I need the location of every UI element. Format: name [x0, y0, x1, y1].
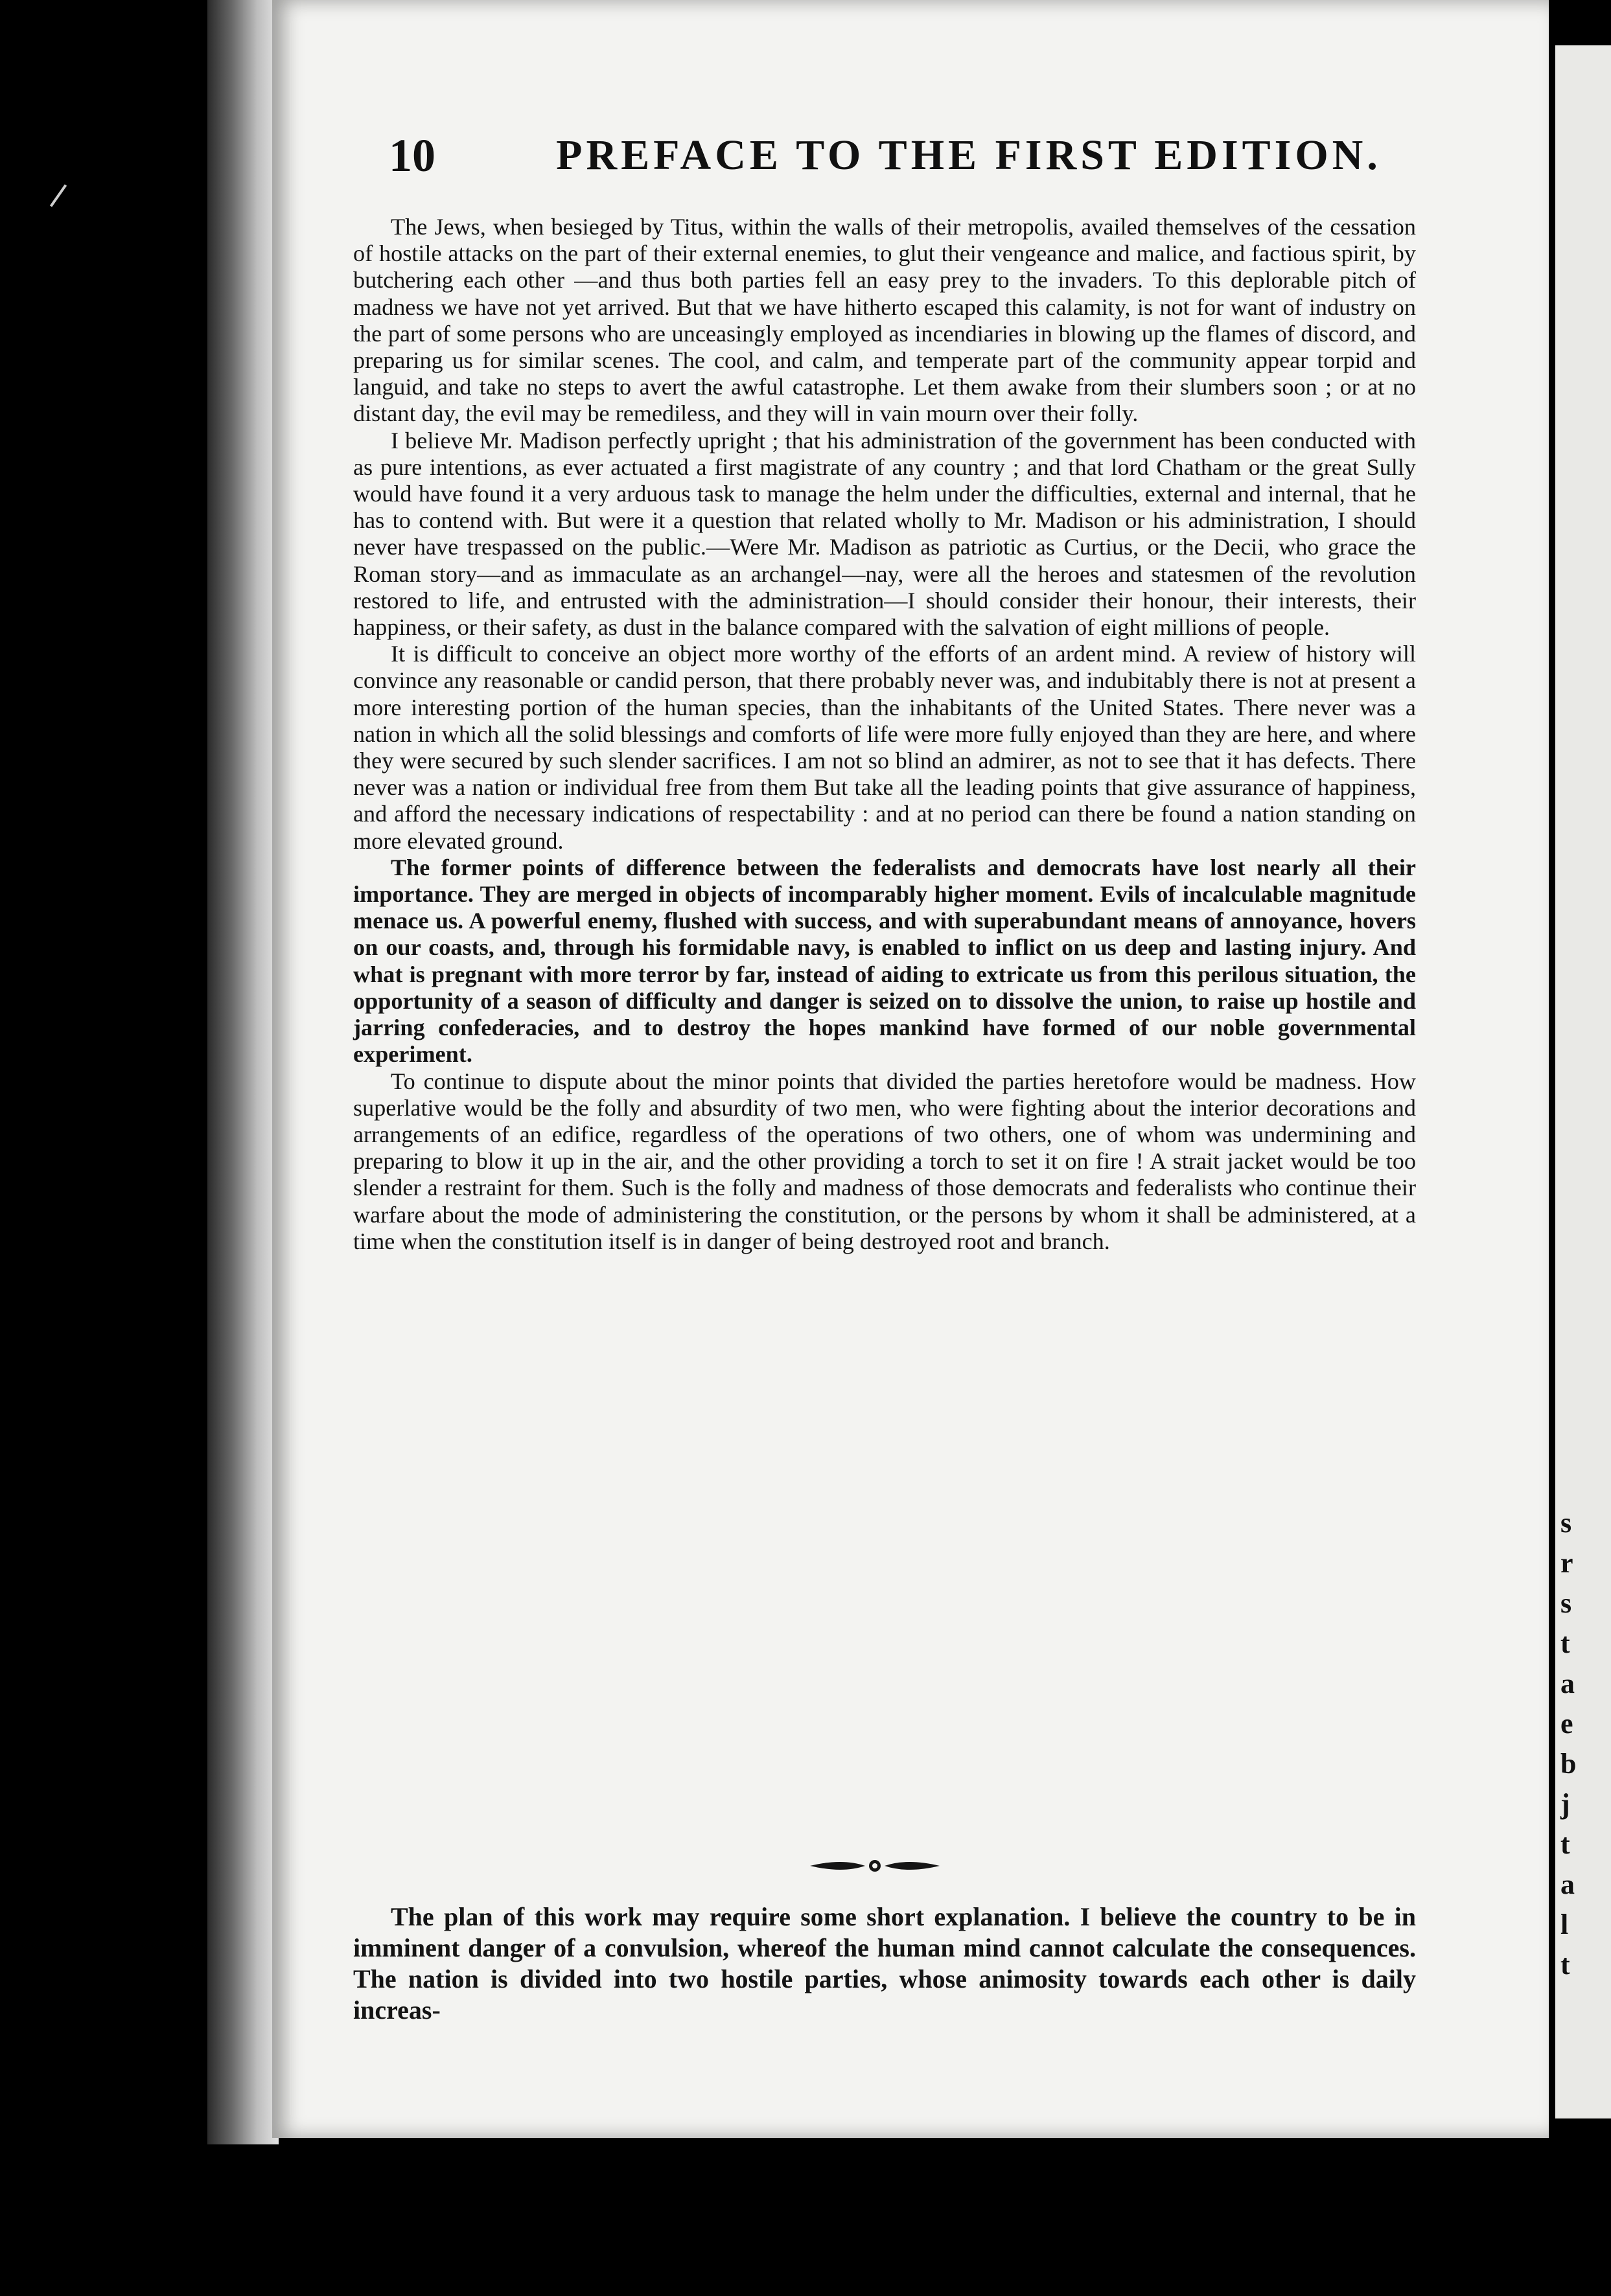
facing-fragment: r — [1560, 1547, 1573, 1579]
facing-fragment: t — [1560, 1828, 1570, 1860]
facing-fragment: b — [1560, 1748, 1577, 1780]
facing-fragment: a — [1560, 1868, 1575, 1900]
facing-fragment: s — [1560, 1507, 1572, 1539]
ornament-divider-icon — [804, 1853, 946, 1879]
facing-fragment: t — [1560, 1627, 1570, 1659]
page-number: 10 — [389, 130, 435, 181]
paragraph-madison: I believe Mr. Madison perfectly upright ; that his administration of the government has been conducted with as pure intentions, as ever actuated a first magistrate of any country ; and that lord Chatham or the great Sully would have found it a very arduous task to manage the helm under the difficulties, external and internal, that he has to contend with. But were it a question that related wholly to Mr. Madison or his administration, I should never have trespassed on the public.—Were Mr. Madison as patriotic as Curtius, or the Decii, who grace the Roman story—and as immaculate as an archangel—nay, were all the heroes and statesmen of the revolution restored to life, and entrusted with the administration—I should consider their honour, their interests, their happiness, or their safety, as dust in the balance compared with the salvation of eight millions of people. — [353, 427, 1416, 641]
closing-text — [353, 1901, 1416, 2026]
paragraph-minor-points: To continue to dispute about the minor points that divided the parties heretofore would be madness. How superlative would be the folly and absurdity of two men, who were fighting about the interior decorations and arrangements of an edifice, regardless of the operations of two others, one of whom was undermining and preparing to blow it up in the air, and the other providing a torch to set it on fire ! A strait jacket would be too slender a restraint for them. Such is the folly and madness of those democrats and federalists who continue their warfare about the mode of administering the constitution, or the persons by whom it shall be administered, at a time when the constitution itself is in danger of being destroyed root and branch. — [353, 1068, 1416, 1254]
facing-fragment: a — [1560, 1668, 1575, 1699]
book-binding-edge — [207, 0, 279, 2144]
facing-fragment: t — [1560, 1949, 1570, 1980]
paragraph-plan-of-work: The plan of this work may require some short explanation. I believe the country to be in imminent danger of a convulsion, whereof the human mind cannot calculate the consequences. The nation is divided into two hostile parties, whose animosity towards each other is daily increas- — [353, 1902, 1416, 2025]
facing-fragment: j — [1560, 1788, 1570, 1820]
facing-page-fragments — [1560, 1503, 1606, 1985]
facing-fragment: e — [1560, 1708, 1573, 1739]
facing-fragment: l — [1560, 1909, 1569, 1940]
page-header — [389, 123, 1400, 194]
paragraph-jews-titus: The Jews, when besieged by Titus, within the walls of their metropolis, availed themselves of the cessation of hostile attacks on the part of their external enemies, to glut their vengeance and malice, and factious spirit, by butchering each other —and thus both parties fell an easy prey to the invaders. To this deplorable pitch of madness we have not yet arrived. But that we have hitherto escaped this calamity, is not for want of industry on the part of some persons who are unceasingly employed as incendiaries in blowing up the flames of discord, and preparing us for similar scenes. The cool, and calm, and temperate part of the community appear torpid and languid, and take no steps to avert the awful catastrophe. Let them awake from their slumbers soon ; or at no distant day, the evil may be remediless, and they will in vain mourn over their folly. — [353, 214, 1416, 427]
body-text — [353, 214, 1416, 1255]
running-head: PREFACE TO THE FIRST EDITION. — [556, 132, 1382, 179]
paragraph-federalists-democrats: The former points of difference between the federalists and democrats have lost nearly all their importance. They are merged in objects of incomparably higher moment. Evils of incalculable magnitude menace us. A powerful enemy, flushed with success, and with superabundant means of annoyance, hovers on our coasts, and, through his formidable navy, is enabled to inflict on us deep and lasting injury. And what is pregnant with more terror by far, instead of aiding to extricate us from this perilous situation, the opportunity of a season of difficulty and danger is seized on to dissolve the union, to raise up hostile and jarring confederacies, and to destroy the hopes mankind have formed of our noble governmental experiment. — [353, 854, 1416, 1068]
facing-page-edge — [1555, 45, 1611, 2118]
paragraph-ardent-mind: It is difficult to conceive an object more worthy of the efforts of an ardent mind. A review of history will convince any reasonable or candid person, that there probably never was, and indubitably there is not at present a more interesting portion of the human species, than the inhabitants of the United States. There never was a nation in which all the solid blessings and comforts of life were more fully enjoyed than they are here, and where they were secured by such slender sacrifices. I am not so blind an admirer, as not to see that it has defects. There never was a nation or individual free from them But take all the leading points that give assurance of happiness, and afford the necessary indications of respectability : and at no period can there be found a nation standing on more elevated ground. — [353, 641, 1416, 854]
facing-fragment: s — [1560, 1587, 1572, 1619]
